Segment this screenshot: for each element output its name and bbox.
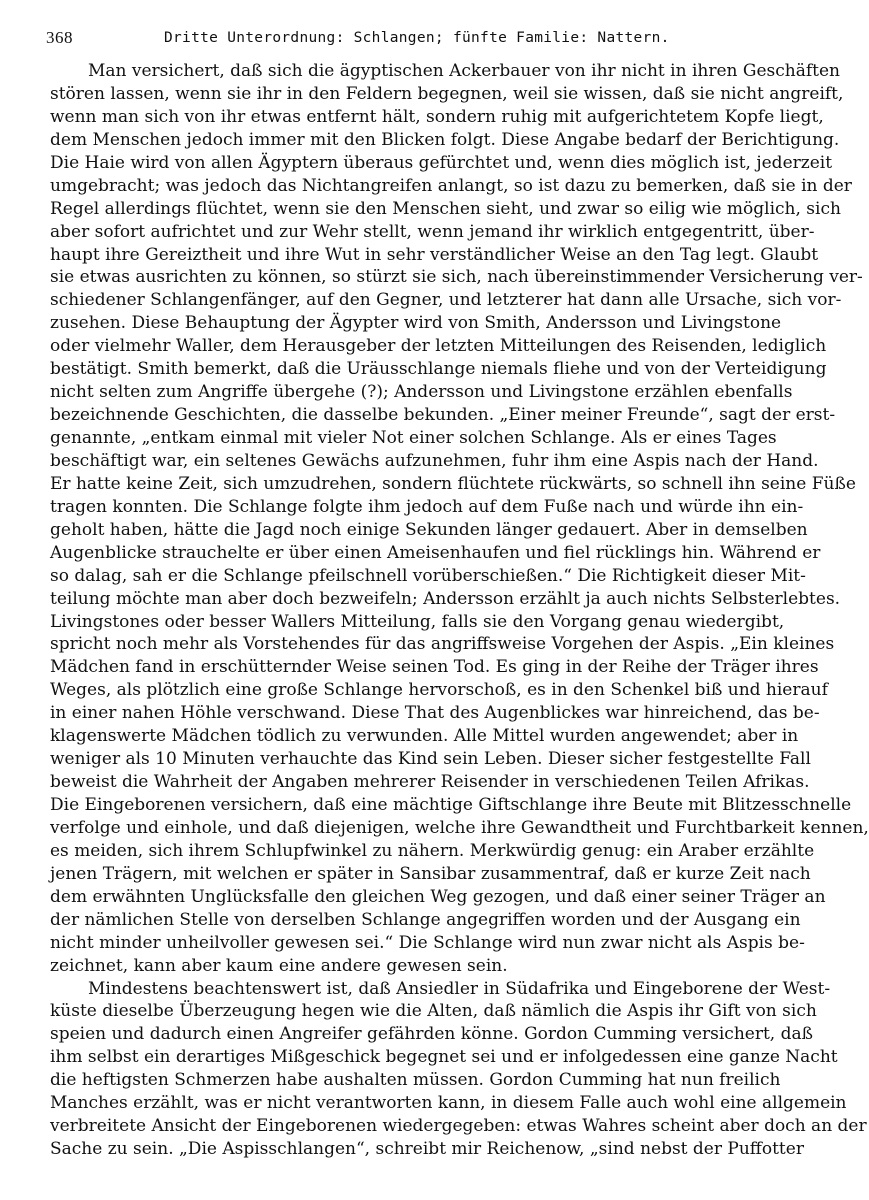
text-line: zeichnet, kann aber kaum eine andere gewesen sein. — [50, 955, 508, 976]
page-number: 368 — [46, 28, 73, 47]
text-line: Die Haie wird von allen Ägyptern überaus gefürchtet und, wenn dies möglich ist, jederzeit — [50, 152, 833, 173]
text-line: genannte, „entkam einmal mit vieler Not einer solchen Schlange. Als er eines Tages — [50, 428, 777, 448]
text-line: küste dieselbe Überzeugung hegen wie die Alten, daß nämlich die Aspis ihr Gift von sich — [50, 1001, 817, 1022]
text-line: teilung möchte man aber doch bezweifeln; Andersson erzählt ja auch nichts Selbsterlebtes. — [50, 588, 841, 609]
text-line: tragen konnten. Die Schlange folgte ihm jedoch auf dem Fuße nach und würde ihn ein- — [50, 496, 804, 517]
paragraph-2 — [50, 978, 867, 1162]
text-line: Die Eingeborenen versichern, daß eine mächtige Giftschlange ihre Beute mit Blitzesschnelle — [50, 795, 852, 815]
text-line: spricht noch mehr als Vorstehendes für das angriffsweise Vorgehen der Aspis. „Ein kleines — [50, 634, 835, 655]
text-line: nicht minder unheilvoller gewesen sei.“ Die Schlange wird nun zwar nicht als Aspis be- — [50, 932, 805, 953]
text-line: sie etwas ausrichten zu können, so stürzt sie sich, nach übereinstimmender Versicherung ver- — [50, 267, 863, 288]
text-line: Livingstones oder besser Wallers Mitteilung, falls sie den Vorgang genau wiedergibt, — [50, 611, 785, 632]
text-line: Mindestens beachtenswert ist, daß Ansiedler in Südafrika und Eingeborene der West- — [88, 978, 831, 999]
text-line: Mädchen fand in erschütternder Weise seinen Tod. Es ging in der Reihe der Träger ihres — [50, 657, 819, 678]
text-line: Sache zu sein. „Die Aspisschlangen“, schreibt mir Reichenow, „sind nebst der Puffotter — [50, 1139, 804, 1160]
text-line: wenn man sich von ihr etwas entfernt hält, sondern ruhig mit aufgerichtetem Kopfe liegt, — [50, 106, 824, 127]
text-line: dem erwähnten Unglücksfalle den gleichen Weg gezogen, und daß einer seiner Träger an — [50, 886, 826, 907]
text-line: die heftigsten Schmerzen habe aushalten müssen. Gordon Cumming hat nun freilich — [50, 1070, 781, 1091]
text-line: es meiden, sich ihrem Schlupfwinkel zu nähern. Merkwürdig genug: ein Araber erzählte — [50, 840, 815, 861]
text-line: klagenswerte Mädchen tödlich zu verwunden. Alle Mittel wurden angewendet; aber in — [50, 726, 799, 747]
text-line: bestätigt. Smith bemerkt, daß die Uräusschlange niemals fliehe und von der Verteidigung — [50, 359, 827, 380]
text-line: weniger als 10 Minuten verhauchte das Kind sein Leben. Dieser sicher festgestellte Fall — [50, 749, 811, 770]
text-line: Augenblicke strauchelte er über einen Ameisenhaufen und fiel rücklings hin. Während er — [50, 542, 821, 563]
text-line: beweist die Wahrheit der Angaben mehrerer Reisender in verschiedenen Teilen Afrikas. — [50, 772, 810, 793]
text-line: haupt ihre Gereiztheit und ihre Wut in sehr verständlicher Weise an den Tag legt. Glaubt — [50, 244, 819, 265]
text-line: Weges, als plötzlich eine große Schlange hervorschoß, es in den Schenkel biß und hierauf — [50, 680, 828, 701]
text-line: ihm selbst ein derartiges Mißgeschick begegnet sei und er infolgedessen eine ganze Nacht — [50, 1047, 838, 1068]
text-line: umgebracht; was jedoch das Nichtangreifen anlangt, so ist dazu zu bemerken, daß sie in der — [50, 175, 852, 196]
text-line: speien und dadurch einen Angreifer gefährden könne. Gordon Cumming versichert, daß — [50, 1024, 813, 1045]
running-head: Dritte Unterordnung: Schlangen; fünfte Familie: Nattern. — [164, 30, 670, 46]
page-header — [46, 28, 746, 52]
text-line: schiedener Schlangenfänger, auf den Gegner, und letzterer hat dann alle Ursache, sich vor- — [50, 290, 842, 311]
text-line: der nämlichen Stelle von derselben Schlange angegriffen worden und der Ausgang ein — [50, 909, 801, 930]
text-line: jenen Trägern, mit welchen er später in Sansibar zusammentraf, daß er kurze Zeit nach — [50, 863, 811, 884]
text-line: oder vielmehr Waller, dem Herausgeber der letzten Mitteilungen des Reisenden, lediglich — [50, 336, 827, 357]
text-line: geholt haben, hätte die Jagd noch einige Sekunden länger gedauert. Aber in demselben — [50, 519, 808, 540]
text-line: nicht selten zum Angriffe übergehe (?); Andersson und Livingstone erzählen ebenfalls — [50, 382, 793, 403]
text-line: so dalag, sah er die Schlange pfeilschnell vorüberschießen.“ Die Richtigkeit dieser Mit- — [50, 565, 806, 586]
text-line: beschäftigt war, ein seltenes Gewächs aufzunehmen, fuhr ihm eine Aspis nach der Hand. — [50, 450, 819, 471]
paragraph-1 — [50, 60, 869, 978]
text-line: Er hatte keine Zeit, sich umzudrehen, sondern flüchtete rückwärts, so schnell ihn seine Füße — [50, 473, 856, 494]
text-line: zusehen. Diese Behauptung der Ägypter wird von Smith, Andersson und Livingstone — [50, 313, 782, 334]
text-line: verfolge und einhole, und daß diejenigen, welche ihre Gewandtheit und Furchtbarkeit kennen, — [50, 817, 869, 838]
text-line: dem Menschen jedoch immer mit den Blicken folgt. Diese Angabe bedarf der Berichtigung. — [50, 129, 840, 150]
text-line: stören lassen, wenn sie ihr in den Feldern begegnen, weil sie wissen, daß sie nicht angreift, — [50, 83, 844, 104]
text-line: in einer nahen Höhle verschwand. Diese That des Augenblickes war hinreichend, das be- — [50, 703, 820, 724]
text-line: Regel allerdings flüchtet, wenn sie den Menschen sieht, und zwar so eilig wie möglich, sich — [50, 198, 841, 219]
text-line: bezeichnende Geschichten, die dasselbe bekunden. „Einer meiner Freunde“, sagt der erst- — [50, 405, 836, 426]
text-line: verbreitete Ansicht der Eingeborenen wiedergegeben: etwas Wahres scheint aber doch an der — [50, 1116, 867, 1137]
text-line: aber sofort aufrichtet und zur Wehr stellt, wenn jemand ihr wirklich entgegentritt, über- — [50, 221, 815, 242]
body-text — [50, 60, 869, 1161]
text-line: Man versichert, daß sich die ägyptischen Ackerbauer von ihr nicht in ihren Geschäften — [88, 61, 840, 81]
text-line: Manches erzählt, was er nicht verantworten kann, in diesem Falle auch wohl eine allgemein — [50, 1093, 847, 1114]
